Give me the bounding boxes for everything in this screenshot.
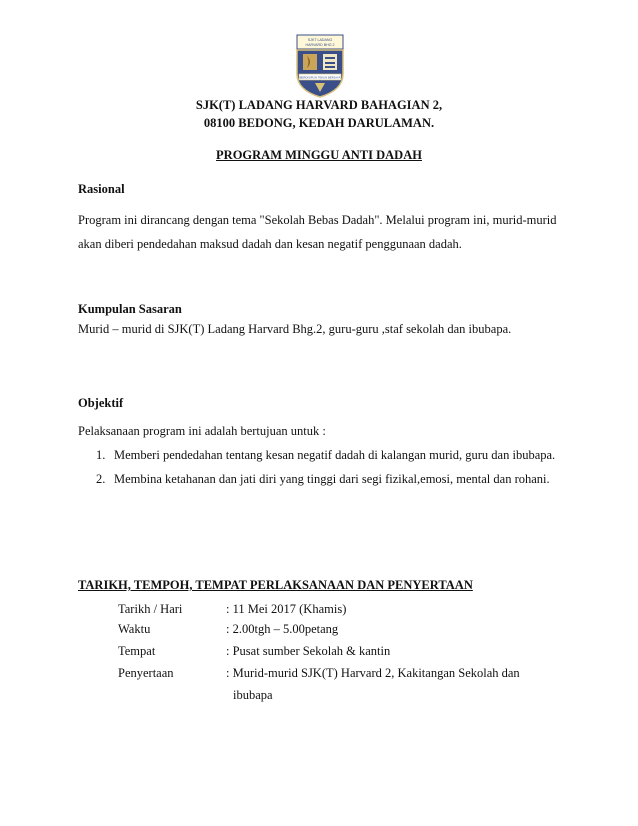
rasional-line-2: akan diberi pendedahan maksud dadah dan kesan negatif penggunaan dadah. bbox=[78, 237, 462, 251]
school-name: SJK(T) LADANG HARVARD BAHAGIAN 2, bbox=[195, 98, 443, 112]
objektif-item-2-text: Membina ketahanan dan jati diri yang tinggi dari segi fizikal,emosi, mental dan rohani. bbox=[114, 472, 550, 486]
details-value-tarikh: : 11 Mei 2017 (Khamis) bbox=[226, 602, 347, 616]
details-value-waktu: : 2.00tgh – 5.00petang bbox=[226, 622, 339, 636]
rasional-line-1: Program ini dirancang dengan tema "Sekolah Bebas Dadah". Melalui program ini, murid-murid bbox=[78, 213, 557, 227]
details-label-tarikh: Tarikh / Hari bbox=[118, 602, 183, 616]
school-address: 08100 BEDONG, KEDAH DARULAMAN. bbox=[203, 116, 435, 130]
crest-banner-line1: SJKT LADANG bbox=[307, 38, 333, 42]
details-label-penyertaan: Penyertaan bbox=[118, 666, 174, 680]
crest-motto: BERDISIPLIN TEKUN BERJAYA bbox=[299, 75, 341, 80]
objektif-item-2-number: 2. bbox=[96, 472, 106, 486]
details-value-tempat: : Pusat sumber Sekolah & kantin bbox=[226, 644, 391, 658]
rasional-paragraph bbox=[78, 208, 568, 256]
details-label-waktu: Waktu bbox=[118, 622, 151, 636]
program-title: PROGRAM MINGGU ANTI DADAH bbox=[216, 148, 422, 162]
school-crest-logo bbox=[289, 34, 351, 98]
details-value-penyertaan: : Murid-murid SJK(T) Harvard 2, Kakitangan Sekolah dan bbox=[226, 666, 520, 680]
rasional-heading: Rasional bbox=[78, 182, 125, 196]
objektif-item-1-text: Memberi pendedahan tentang kesan negatif dadah di kalangan murid, guru dan ibubapa. bbox=[114, 448, 556, 462]
sasaran-text: Murid – murid di SJK(T) Ladang Harvard Bhg.2, guru-guru ,staf sekolah dan ibubapa. bbox=[78, 322, 512, 336]
objektif-heading: Objektif bbox=[78, 396, 124, 410]
details-value-penyertaan-continued: ibubapa bbox=[233, 688, 273, 702]
sasaran-heading: Kumpulan Sasaran bbox=[78, 302, 182, 316]
details-label-tempat: Tempat bbox=[118, 644, 156, 658]
objektif-item-1-number: 1. bbox=[96, 448, 106, 462]
details-heading: TARIKH, TEMPOH, TEMPAT PERLAKSANAAN DAN PENYERTAAN bbox=[78, 578, 473, 592]
crest-banner-line2: HARVARD BHG 2 bbox=[305, 43, 335, 47]
objektif-intro: Pelaksanaan program ini adalah bertujuan untuk : bbox=[78, 424, 326, 438]
